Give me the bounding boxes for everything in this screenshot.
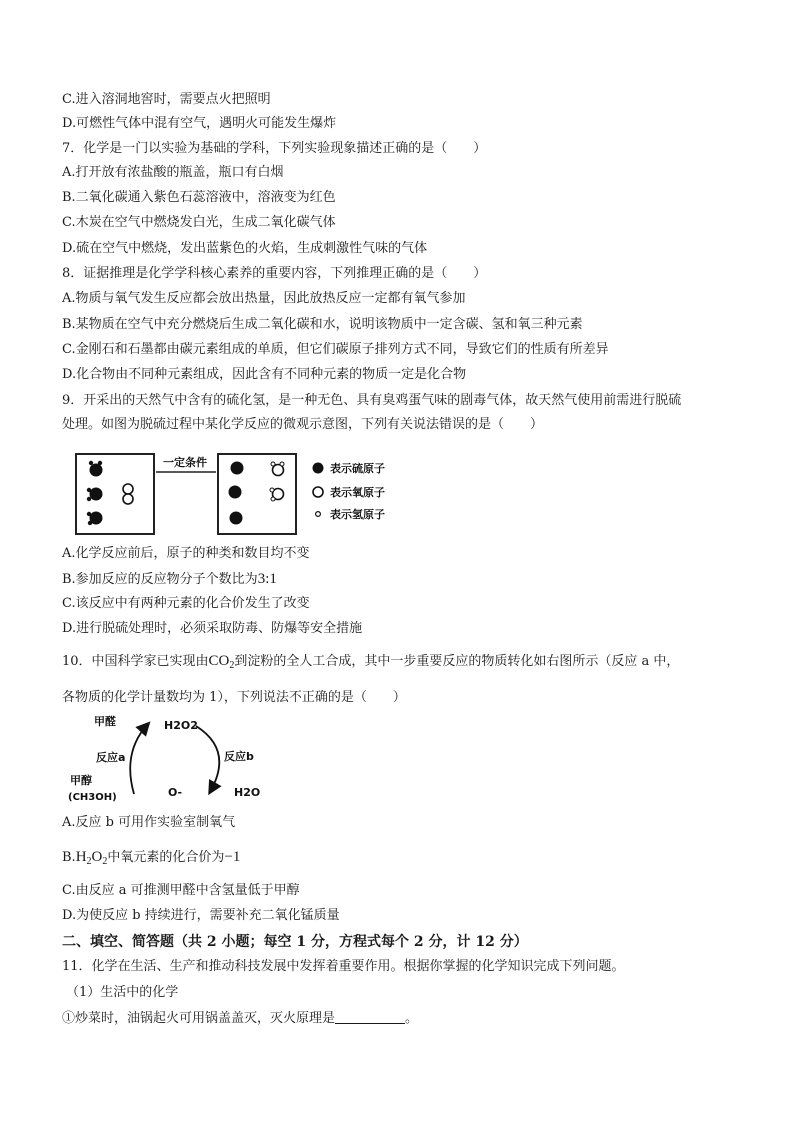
methanol-formula: (CH3OH) [68, 792, 117, 803]
legend-oxygen-symbol [313, 487, 323, 497]
legend-oxygen-label: 表示氧原子 [330, 486, 385, 499]
q6-option-c: C.进入溶洞地窖时，需要点火把照明 [62, 92, 271, 107]
q9-option-c: C.该反应中有两种元素的化合价发生了改变 [62, 596, 310, 611]
reaction-b-arrow [196, 726, 219, 792]
q9-stem-line2: 处理。如图为脱硫过程中某化学反应的微观示意图，下列有关说法错误的是（ ） [62, 417, 544, 432]
q10-option-b-text: 中氧元素的化合价为 [107, 850, 225, 865]
q10-stem-line1 [62, 652, 679, 671]
oxygen-label: O- [168, 786, 183, 799]
h2s-molecule [89, 461, 103, 477]
q9-option-b [62, 570, 277, 589]
q11-stem: 11．化学在生活、生产和推动科技发展中发挥着重要作用。根据你掌握的化学知识完成下列问题。 [62, 959, 625, 974]
o2-molecule [123, 484, 133, 504]
q9-option-b-text: B.参加反应的反应物分子个数比为 [62, 572, 258, 587]
q9-option-a: A.化学反应前后，原子的种类和数目均不变 [62, 546, 310, 561]
h-symbol: H [75, 849, 87, 865]
q9-option-b-ratio: 3:1 [257, 571, 277, 587]
h2o2-label: H2O2 [164, 719, 198, 732]
q10-option-a: A.反应 b 可用作实验室制氧气 [62, 815, 236, 830]
methanol-label: 甲醇 [70, 774, 92, 787]
h2o-molecule [271, 462, 284, 476]
q7-stem: 7．化学是一门以实验为基础的学科，下列实验现象描述正确的是（ ） [62, 141, 487, 156]
legend-sulfur-symbol [313, 463, 324, 474]
q10-stem-a: 10．中国科学家已实现由 [62, 654, 209, 669]
legend-sulfur-label: 表示硫原子 [330, 462, 385, 475]
q10-co2-symbol: CO [208, 653, 230, 669]
desulfurization-micro-diagram [74, 452, 404, 538]
q11-item1-end: 。 [405, 1011, 419, 1026]
h2s-molecule [87, 512, 103, 526]
h2o-molecule [270, 488, 284, 501]
q10-option-c: C.由反应 a 可推测甲醛中含氢量低于甲醇 [62, 883, 300, 898]
condition-label: 一定条件 [163, 456, 207, 469]
o-symbol: O [91, 849, 103, 865]
o-subscript: 2 [102, 856, 108, 867]
reaction-a-label: 反应a [96, 751, 126, 764]
q8-option-a: A.物质与氧气发生反应都会放出热量，因此放热反应一定都有氧气参加 [62, 291, 466, 306]
q8-stem: 8．证据推理是化学学科核心素养的重要内容，下列推理正确的是（ ） [62, 266, 487, 281]
q10-stem-line2: 各物质的化学计量数均为 1），下列说法不正确的是（ ） [62, 690, 406, 705]
h2o-label: H2O [234, 786, 261, 799]
q10-option-b [62, 848, 240, 867]
q7-option-a: A.打开放有浓盐酸的瓶盖，瓶口有白烟 [62, 165, 284, 180]
q11-item1-text: ①炒菜时，油锅起火可用锅盖盖灭，灭火原理是 [62, 1011, 336, 1026]
q8-option-b: B.某物质在空气中充分燃烧后生成二氧化碳和水，说明该物质中一定含碳、氢和氧三种元素 [62, 317, 583, 332]
q8-option-c: C.金刚石和石墨都由碳元素组成的单质，但它们碳原子排列方式不同，导致它们的性质有所差异 [62, 342, 609, 357]
formaldehyde-label: 甲醛 [94, 715, 116, 728]
q7-option-d: D.硫在空气中燃烧，发出蓝紫色的火焰，生成刺激性气味的气体 [62, 241, 428, 256]
q10-option-d: D.为使反应 b 持续进行，需要补充二氧化锰质量 [62, 908, 340, 923]
reaction-a-arrow [130, 724, 148, 794]
h-subscript: 2 [86, 856, 92, 867]
q10-option-b-value: −1 [224, 849, 241, 865]
q10-option-b-prefix: B. [62, 850, 76, 865]
q11-part1: （1）生活中的化学 [66, 985, 179, 1000]
legend-hydrogen-label: 表示氢原子 [330, 508, 385, 521]
reactant-box [76, 454, 154, 534]
reaction-cycle-diagram [62, 714, 282, 806]
section2-heading: 二、填空、简答题（共 2 小题；每空 1 分，方程式每个 2 分，计 12 分） [62, 934, 528, 950]
h2s-molecule [87, 488, 103, 502]
q6-option-d: D.可燃性气体中混有空气，遇明火可能发生爆炸 [62, 116, 337, 131]
q7-option-c: C.木炭在空气中燃烧发白光，生成二氧化碳气体 [62, 215, 336, 230]
q11-item1 [62, 1010, 418, 1028]
answer-blank[interactable] [335, 1011, 405, 1024]
q7-option-b: B.二氧化碳通入紫色石蕊溶液中，溶液变为红色 [62, 190, 336, 205]
sulfur-atom [231, 462, 244, 475]
q8-option-d: D.化合物由不同种元素组成，因此含有不同种元素的物质一定是化合物 [62, 367, 467, 382]
reaction-b-label: 反应b [224, 750, 254, 763]
sulfur-atom [229, 486, 242, 499]
q9-stem-line1: 9．开采出的天然气中含有的硫化氢，是一种无色、具有臭鸡蛋气味的剧毒气体，故天然气使用前需进行脱硫 [62, 393, 682, 408]
q9-option-d: D.进行脱硫处理时，必须采取防毒、防爆等安全措施 [62, 621, 363, 636]
legend-hydrogen-symbol [316, 512, 321, 517]
q10-co2 [209, 653, 235, 669]
sulfur-atom [230, 512, 243, 525]
q10-stem-b: 到淀粉的全人工合成，其中一步重要反应的物质转化如右图所示（反应 a 中， [234, 654, 680, 669]
h2o2-formula [76, 849, 108, 865]
q10-co2-subscript: 2 [229, 660, 235, 671]
